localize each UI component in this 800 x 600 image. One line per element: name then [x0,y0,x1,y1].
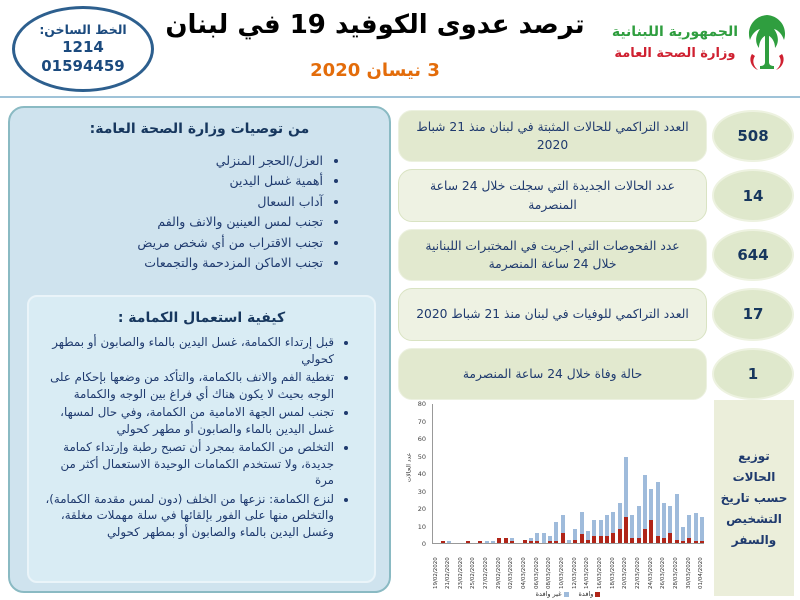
bar-28/03/2020 [675,494,679,543]
y-tick-label: 30 [417,487,426,496]
bar-08/03/2020 [548,536,552,543]
stat-label: العدد التراكمي للحالات المثبتة في لبنان منذ 21 شباط 2020 [398,110,707,162]
recommendations-title: من توصيات وزارة الصحة العامة: [89,121,310,137]
cases-bar-chart [400,402,712,598]
x-tick-label: 23/02/2020 [457,557,464,589]
stat-value-badge: 508 [712,110,794,162]
stat-label: حالة وفاة خلال 24 ساعة المنصرمة [398,348,707,400]
x-tick-label: 14/03/2020 [584,557,591,589]
bar-15/03/2020 [592,520,596,543]
chart-caption-text: توزيع الحالات حسب تاريخ التشخيص والسفر [720,448,788,547]
bar-12/03/2020 [573,529,577,543]
bar-13/03/2020 [580,512,584,544]
legend-swatch [564,592,569,597]
bar-26/03/2020 [662,503,666,543]
x-tick-label: 12/03/2020 [571,557,578,589]
x-tick-label: 01/04/2020 [698,557,705,589]
report-date: 3 نيسان 2020 [310,60,440,81]
bar-27/02/2020 [485,541,489,543]
x-tick-label: 04/03/2020 [521,557,528,589]
list-item: • تجنب لمس العينين والانف والفم [26,212,323,231]
x-tick-label: 25/02/2020 [470,557,477,589]
mask-usage-title: كيفية استعمال الكمامة : [117,310,286,326]
bar-20/03/2020 [624,457,628,543]
bar-21/02/2020 [447,541,451,543]
statistics-list [398,110,794,400]
ministry-logo [612,10,790,76]
list-item: • العزل/الحجر المنزلي [26,151,323,170]
bar-24/03/2020 [649,489,653,543]
list-item: • تغطية الفم والانف بالكمامة، والتأكد من وضعها بإحكام على الوجه بحيث لا يكون هناك أي فراغ بين الوجه والكمامة [39,369,334,402]
ministry-logo-text [612,21,738,64]
x-tick-label: 24/03/2020 [647,557,654,589]
header-divider [0,96,800,98]
bar-06/03/2020 [535,533,539,544]
bar-02/03/2020 [510,538,514,543]
x-tick-label: 06/03/2020 [533,557,540,589]
bar-17/03/2020 [605,515,609,543]
y-tick-label: 80 [417,400,426,408]
bar-20/02/2020 [441,541,445,543]
x-tick-label: 20/03/2020 [622,557,629,589]
bar-19/03/2020 [618,503,622,543]
bar-11/03/2020 [567,540,571,544]
stat-row-new-cases [398,169,794,221]
page-title: ترصد عدوى الكوفيد 19 في لبنان [165,10,585,40]
stat-value-badge: 14 [712,169,794,221]
list-item: • تجنب لمس الجهة الامامية من الكمامة، وفي حال لمسها، غسل اليدين بالماء والصابون أو مطهر كحولي [39,404,334,437]
list-item: • تجنب الاقتراب من أي شخص مريض [26,233,323,252]
x-tick-label: 28/03/2020 [672,557,679,589]
recommendations-panel [8,106,391,593]
y-tick-label: 50 [417,452,426,461]
chart-x-axis-labels [432,547,704,591]
chart-y-axis-labels [406,400,428,548]
hotline-badge [12,6,154,92]
list-item: • قبل إرتداء الكمامة، غسل اليدين بالماء والصابون أو بمطهر كحولي [39,334,334,367]
legend-swatch [595,592,600,597]
bar-24/02/2020 [466,541,470,543]
y-tick-label: 70 [417,417,426,426]
stat-label: العدد التراكمي للوفيات في لبنان منذ 21 شباط 2020 [398,288,707,340]
stat-value-badge: 17 [712,288,794,340]
bar-16/03/2020 [599,520,603,543]
bar-31/03/2020 [694,513,698,543]
stat-value-badge: 1 [712,348,794,400]
x-tick-label: 27/02/2020 [483,557,490,589]
list-item: • آداب السعال [26,192,323,211]
x-tick-label: 21/02/2020 [445,557,452,589]
bar-01/03/2020 [504,538,508,543]
bar-05/03/2020 [529,538,533,543]
bar-30/03/2020 [687,515,691,543]
bar-29/03/2020 [681,527,685,543]
y-tick-label: 0 [421,540,426,548]
x-tick-label: 16/03/2020 [596,557,603,589]
mask-usage-panel [27,295,376,583]
list-item: • التخلص من الكمامة بمجرد أن تصبح رطبة وإرتداء كمامة جديدة، ولا تستخدم الكمامات الوحيدة الاستعمال أكثر من مرة [39,439,334,489]
bar-04/03/2020 [523,540,527,544]
x-tick-label: 02/03/2020 [508,557,515,589]
chart-legend [432,590,704,598]
ministry-name: وزارة الصحة العامة [614,45,736,61]
stat-row-tests [398,229,794,281]
bar-10/03/2020 [561,515,565,543]
stat-label: عدد الفحوصات التي اجريت في المختبرات اللبنانية خلال 24 ساعة المنصرمة [398,229,707,281]
hotline-long-number: 01594459 [41,56,125,75]
bar-01/04/2020 [700,517,704,543]
stat-row-new-deaths [398,348,794,400]
bar-18/03/2020 [611,512,615,544]
chart-plot [432,404,704,544]
y-tick-label: 40 [417,470,426,478]
bar-25/03/2020 [656,482,660,543]
hotline-label: الخط الساخن: [39,22,127,38]
bar-22/03/2020 [637,506,641,543]
bar-28/02/2020 [491,541,495,543]
legend-item [579,590,601,598]
y-tick-label: 60 [417,435,426,443]
hotline-short-number: 1214 [62,38,104,57]
y-tick-label: 20 [417,505,426,513]
x-tick-label: 10/03/2020 [559,557,565,589]
stat-label: عدد الحالات الجديدة التي سجلت خلال 24 ساعة المنصرمة [398,169,707,221]
chart-caption-strip [714,400,794,596]
x-tick-label: 26/03/2020 [660,557,667,589]
bar-29/02/2020 [497,538,501,543]
recommendations-list [26,151,341,272]
x-tick-label: 19/02/2020 [432,557,439,589]
stat-row-cumulative-deaths [398,288,794,340]
bar-23/03/2020 [643,475,647,543]
stat-value-badge: 644 [712,229,794,281]
republic-name: الجمهورية اللبنانية [611,24,738,41]
x-tick-label: 30/03/2020 [685,557,692,589]
bar-14/03/2020 [586,531,590,543]
list-item: • أهمية غسل اليدين [26,171,323,190]
mask-usage-list [39,334,348,540]
x-tick-label: 22/03/2020 [634,557,641,589]
stat-row-cumulative-cases [398,110,794,162]
chart-y-axis-title: عدد الحالات [405,452,413,483]
bar-26/02/2020 [478,541,482,543]
bar-21/03/2020 [630,515,634,543]
x-tick-label: 29/02/2020 [495,557,502,589]
bar-09/03/2020 [554,522,558,543]
x-tick-label: 08/03/2020 [546,557,553,589]
list-item: • لنزع الكمامة: نزعها من الخلف (دون لمس مقدمة الكمامة)، والتخلص منها على الفور بإلقائها في سلة مهملات مغلقة، وغسل اليدين بالماء والصابون أو بمطهر كحولي [39,491,334,541]
bar-27/03/2020 [668,506,672,543]
list-item: • تجنب الاماكن المزدحمة والتجمعات [26,253,323,272]
x-tick-label: 18/03/2020 [609,557,616,589]
cedar-tree-icon [744,10,790,76]
y-tick-label: 10 [417,522,426,531]
bar-07/03/2020 [542,533,546,544]
legend-label: غير وافدة [535,590,562,598]
legend-item [536,590,569,598]
legend-label: وافدة [578,590,594,598]
